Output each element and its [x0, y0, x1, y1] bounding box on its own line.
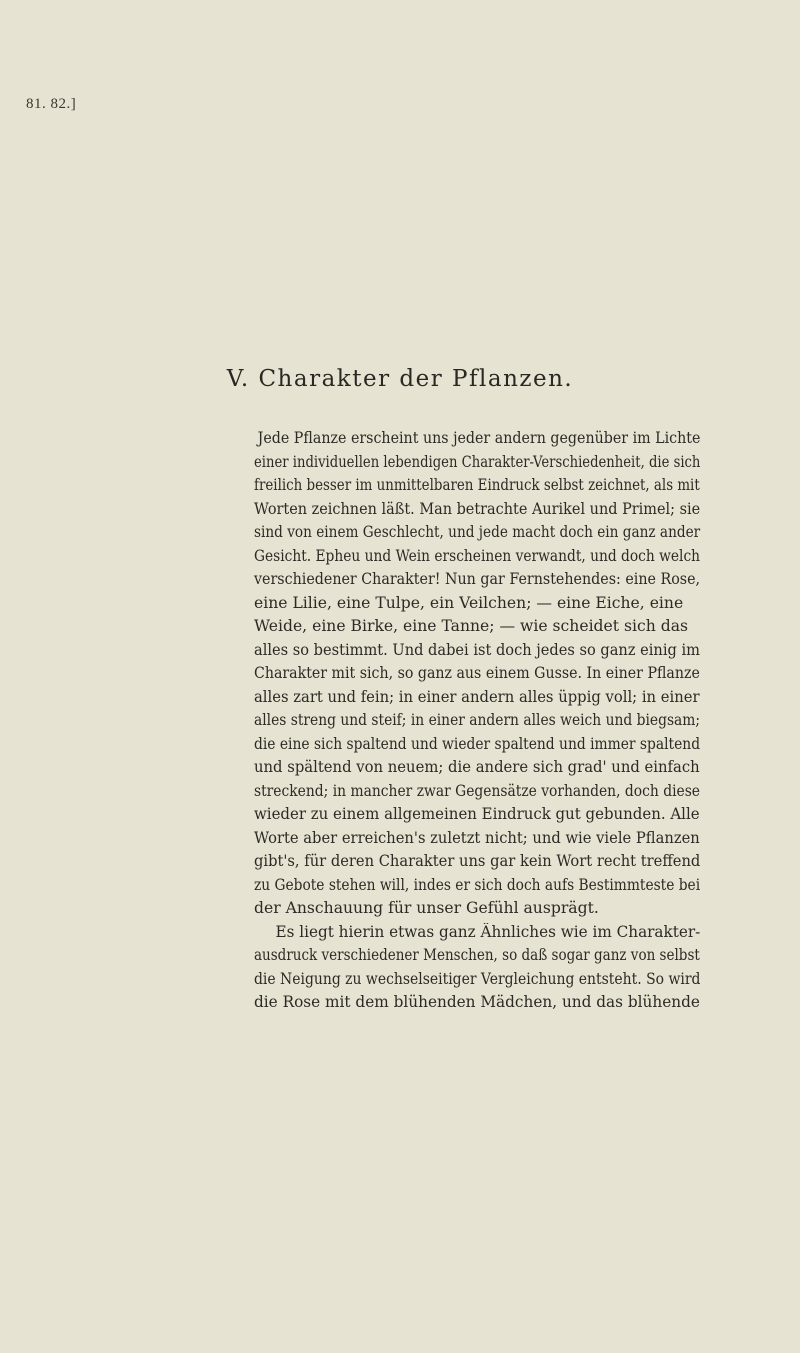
- page-number: 81. 82.]: [26, 96, 77, 112]
- text-line: sind von einem Geschlecht, und jede macht doch ein ganz ander: [254, 523, 701, 541]
- text-line: Worten zeichnen läßt. Man betrachte Aurikel und Primel; sie: [254, 499, 701, 518]
- text-line: Gesicht. Epheu und Wein erscheinen verwandt, und doch welch: [254, 546, 701, 565]
- text-line: Worte aber erreichen's zuletzt nicht; und wie viele Pflanzen: [254, 828, 700, 847]
- text-line: der Anschauung für unser Gefühl ausprägt.: [254, 899, 599, 917]
- text-line: wieder zu einem allgemeinen Eindruck gut gebunden. Alle: [254, 805, 700, 823]
- text-line: ausdruck verschiedener Menschen, so daß sogar ganz von selbst: [254, 946, 700, 964]
- text-line: gibt's, für deren Charakter uns gar kein Wort recht treffend: [254, 852, 701, 870]
- text-line: Charakter mit sich, so ganz aus einem Gusse. In einer Pflanze: [254, 664, 700, 682]
- chapter-title: V. Charakter der Pflanzen.: [226, 366, 574, 392]
- text-line: alles zart und fein; in einer andern alles üppig voll; in einer: [254, 687, 700, 706]
- body-text: [254, 427, 700, 1015]
- text-line: die eine sich spaltend und wieder spaltend und immer spaltend: [254, 734, 701, 753]
- text-line: die Rose mit dem blühenden Mädchen, und das blühende: [254, 993, 700, 1011]
- text-line: und spältend von neuem; die andere sich grad' und einfach: [254, 758, 700, 776]
- text-line: Weide, eine Birke, eine Tanne; — wie scheidet sich das: [254, 617, 688, 635]
- text-line: die Neigung zu wechselseitiger Vergleichung entsteht. So wird: [254, 969, 701, 988]
- text-line: streckend; in mancher zwar Gegensätze vorhanden, doch diese: [254, 781, 701, 800]
- text-line: einer individuellen lebendigen Charakter-Verschiedenheit, die sich: [254, 452, 701, 471]
- text-line: eine Lilie, eine Tulpe, ein Veilchen; — eine Eiche, eine: [254, 593, 684, 612]
- text-line: Jede Pflanze erscheint uns jeder andern gegenüber im Lichte: [257, 429, 701, 447]
- text-line: zu Gebote stehen will, indes er sich doch aufs Bestimmteste bei: [254, 875, 701, 894]
- text-line: verschiedener Charakter! Nun gar Fernstehendes: eine Rose,: [254, 570, 701, 588]
- text-line: Es liegt hierin etwas ganz Ähnliches wie im Charakter-: [275, 922, 701, 941]
- text-line: alles so bestimmt. Und dabei ist doch jedes so ganz einig im: [254, 640, 700, 659]
- text-line: alles streng und steif; in einer andern alles weich und biegsam;: [254, 711, 701, 729]
- text-line: freilich besser im unmittelbaren Eindruck selbst zeichnet, als mit: [254, 476, 700, 494]
